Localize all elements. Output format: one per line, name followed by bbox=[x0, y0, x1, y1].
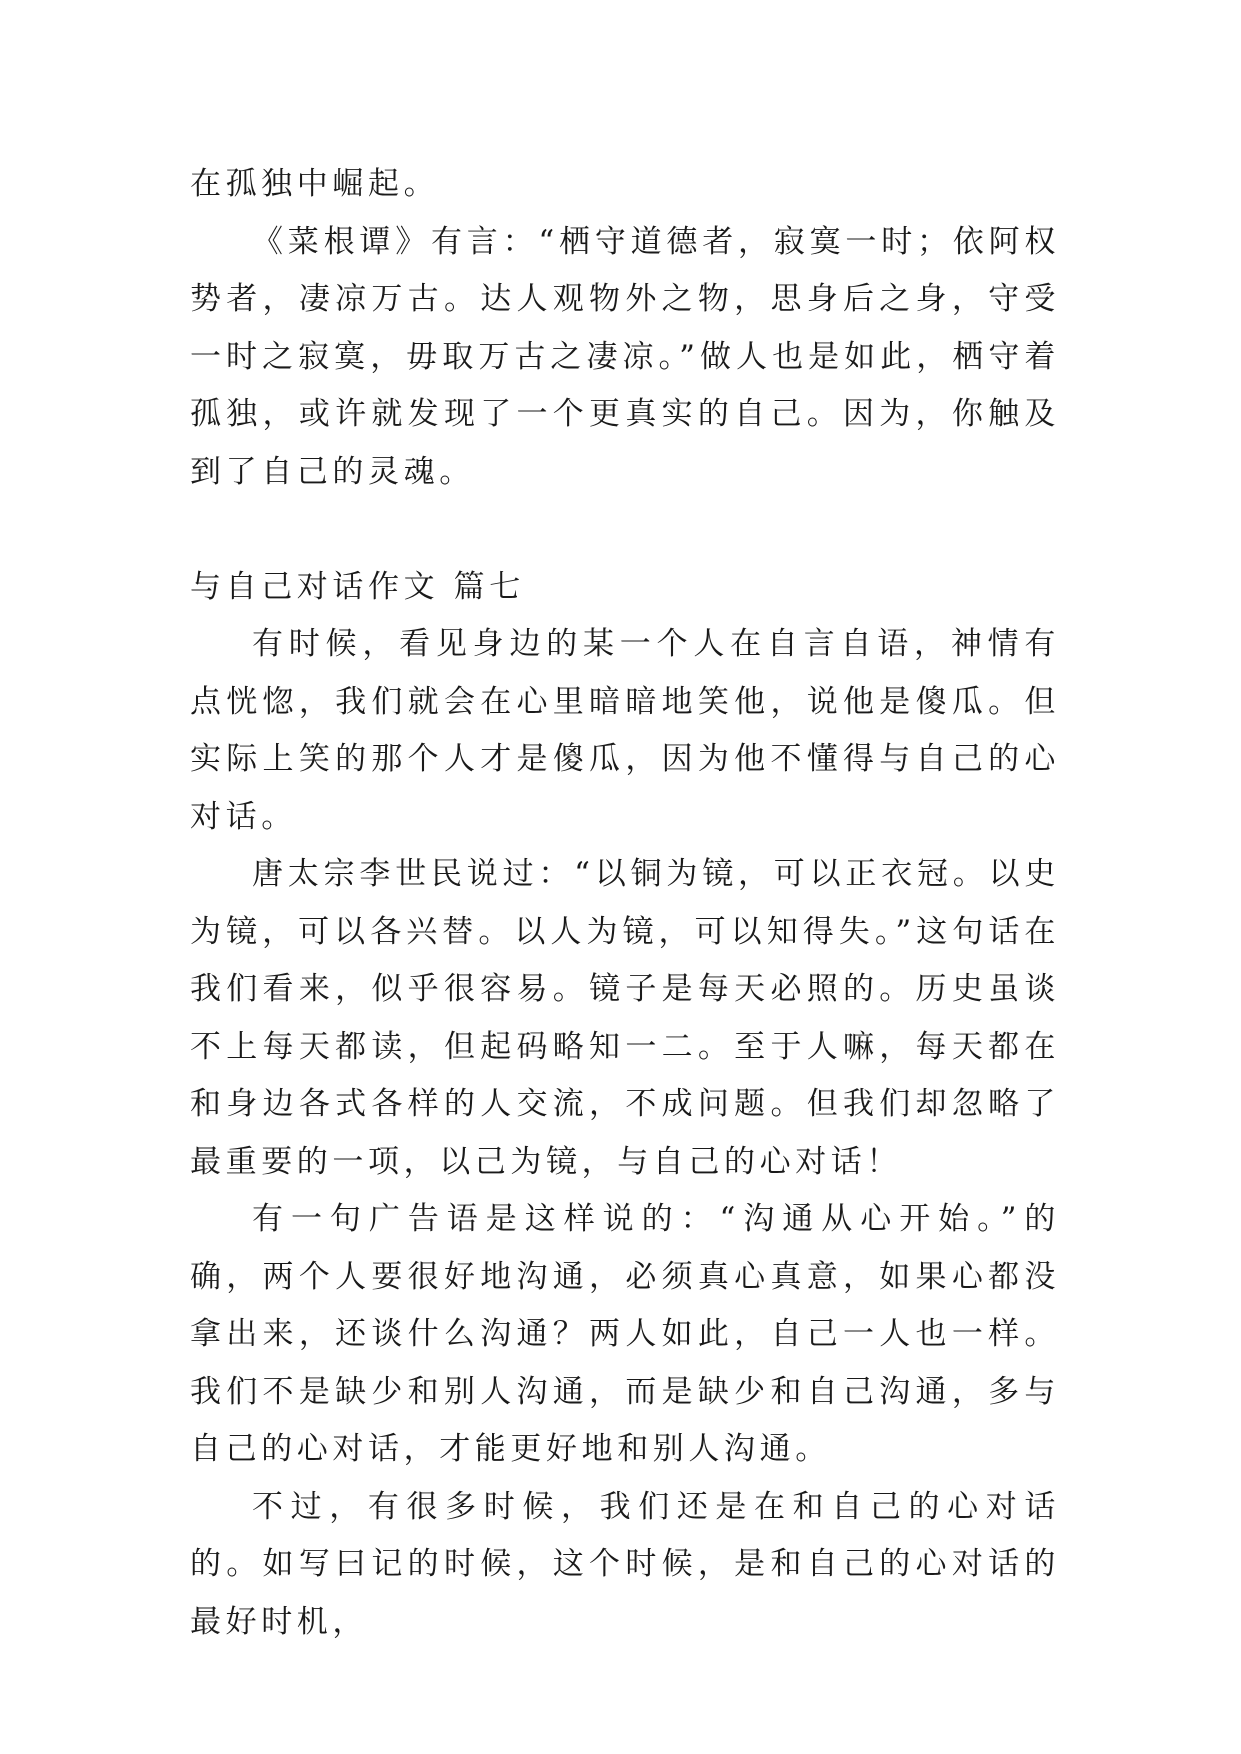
paragraph-caigentan-quote: 《菜根谭》有言：“栖守道德者，寂寞一时；依阿权势者，凄凉万古。达人观物外之物，思身后之身，守受一时之寂寞，毋取万古之凄凉。”做人也是如此，栖守着孤独，或许就发现了一个更真实的自己。因为，你触及到了自己的灵魂。 bbox=[190, 223, 1060, 490]
paragraph-continuation: 在孤独中崛起。 bbox=[190, 166, 440, 202]
section-title: 与自己对话作文 篇七 bbox=[190, 568, 525, 605]
paragraph-2: 唐太宗李世民说过：“以铜为镜，可以正衣冠。以史为镜，可以各兴替。以人为镜，可以知得失。”这句话在我们看来，似乎很容易。镜子是每天必照的。历史虽谈不上每天都读，但起码略知一二。至于人嘛，每天都在和身边各式各样的人交流，不成问题。但我们却忽略了最重要的一项，以己为镜，与自己的心对话！ bbox=[190, 856, 1060, 1180]
paragraph-4: 不过，有很多时候，我们还是在和自己的心对话的。如写曰记的时候，这个时候，是和自己的心对话的最好时机， bbox=[190, 1488, 1060, 1640]
paragraph-1: 有时候，看见身边的某一个人在自言自语，神情有点恍惚，我们就会在心里暗暗地笑他，说他是傻瓜。但实际上笑的那个人才是傻瓜，因为他不懂得与自己的心对话。 bbox=[190, 626, 1060, 835]
document-body bbox=[190, 156, 1060, 1651]
paragraph-3: 有一句广告语是这样说的：“沟通从心开始。”的确，两个人要很好地沟通，必须真心真意，如果心都没拿出来，还谈什么沟通？两人如此，自己一人也一样。我们不是缺少和别人沟通，而是缺少和自己沟通，多与自己的心对话，才能更好地和别人沟通。 bbox=[190, 1201, 1060, 1467]
